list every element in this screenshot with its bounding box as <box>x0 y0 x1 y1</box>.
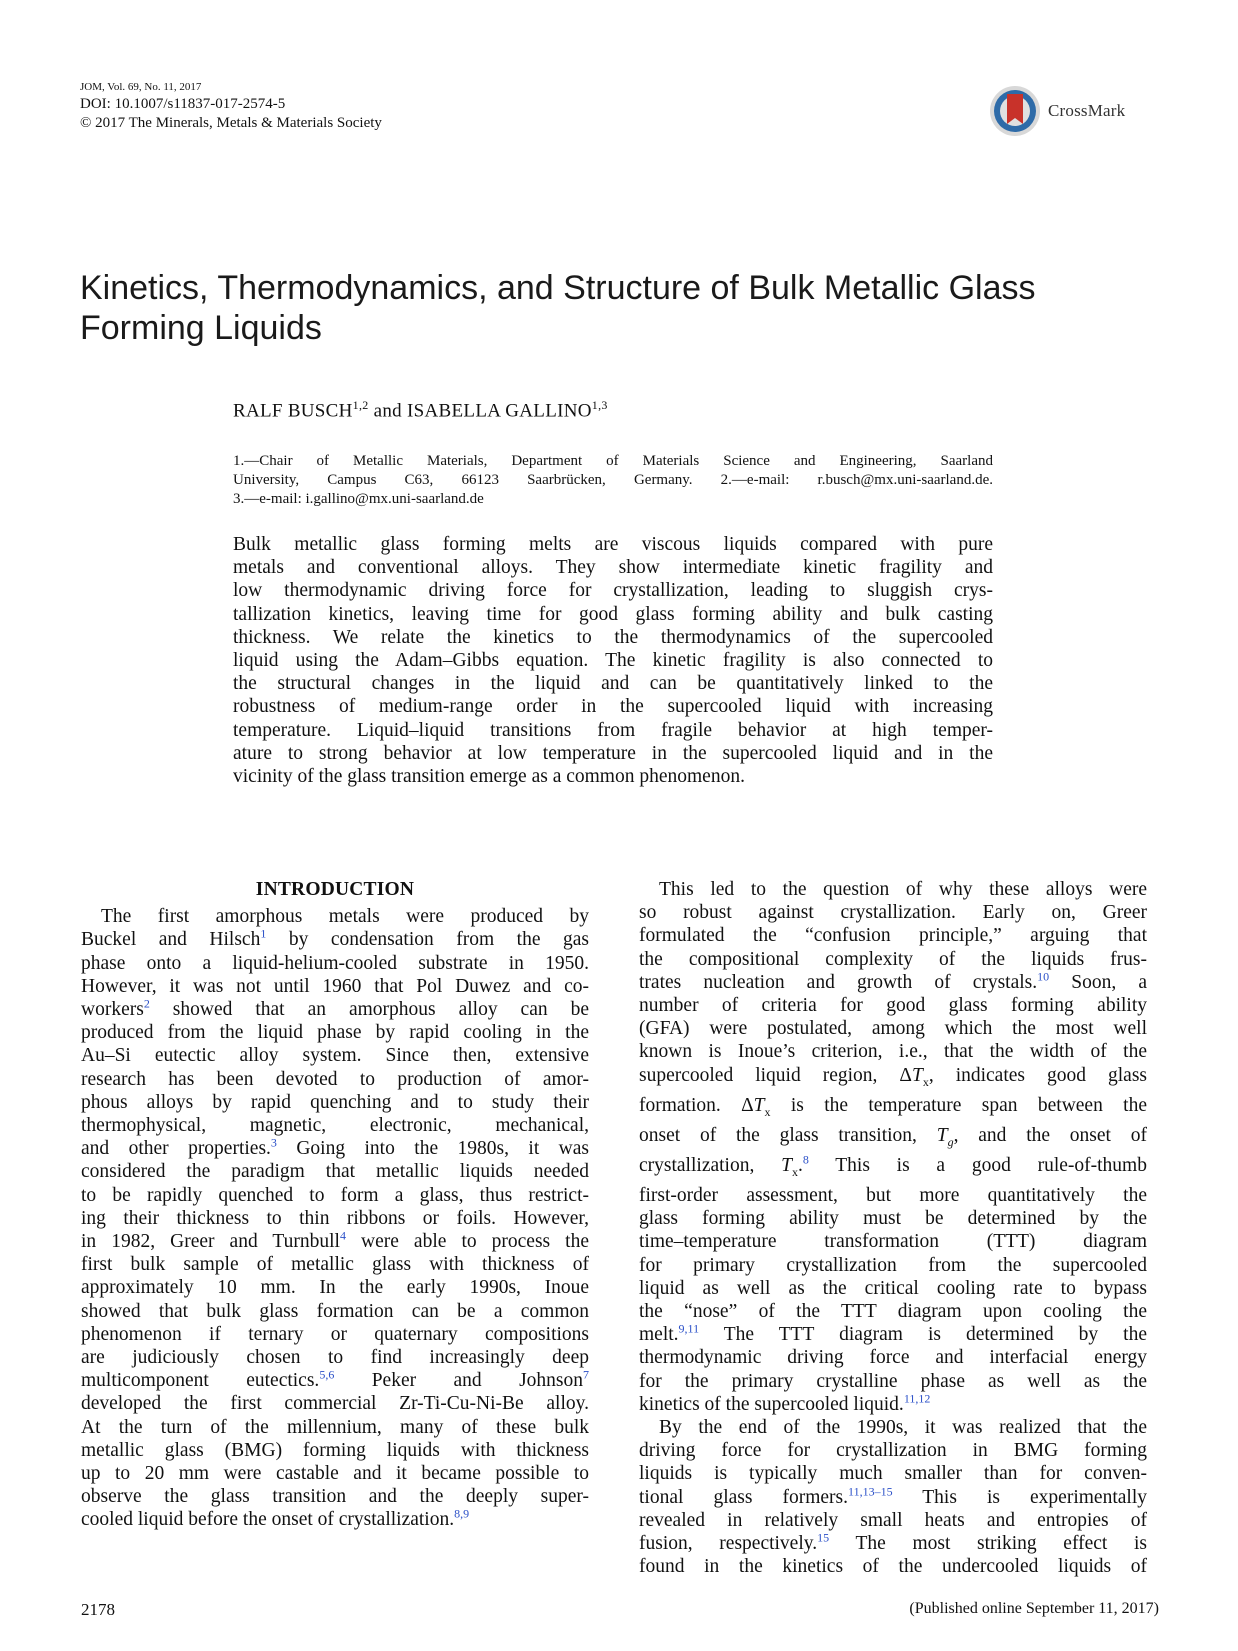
reference-link[interactable]: 15 <box>817 1530 830 1545</box>
text-line: revealed in relatively small heats and entropies of <box>639 1509 1147 1531</box>
text-line: thermodynamic driving force and interfacial energy <box>639 1347 1147 1369</box>
page-number: 2178 <box>81 1600 115 1619</box>
abstract <box>233 533 993 788</box>
reference-link[interactable]: 7 <box>583 1367 590 1382</box>
text-line: kinetics of the supercooled liquid.$^{11,12}$ <box>639 1391 931 1415</box>
text-line: so robust against crystallization. Early on, Greer <box>639 902 1147 924</box>
text-line: formation. $\Delta T_x$ is the temperature span between the <box>639 1094 1147 1119</box>
crossmark-icon <box>988 84 1042 138</box>
abstract-line: the structural changes in the liquid and can be quantitatively linked to the <box>233 673 993 695</box>
text-line: showed that bulk glass formation can be a common <box>81 1300 589 1322</box>
text-line: fusion, respectively.$^{15}$ The most striking effect is <box>639 1530 1147 1555</box>
text-line: workers$^2$ showed that an amorphous alloy can be <box>81 996 589 1021</box>
text-line: cooled liquid before the onset of crystallization.$^{8,9}$ <box>81 1506 470 1531</box>
text-line: are judiciously chosen to find increasingly deep <box>81 1347 589 1369</box>
text-line: This led to the question of why these alloys were <box>659 879 1147 900</box>
affil-line: 1.—Chair of Metallic Materials, Department of Materials Science and Engineering, Saarland <box>233 453 993 469</box>
title-line-1: Kinetics, Thermodynamics, and Structure of Bulk Metallic Glass <box>80 269 1036 307</box>
text-line: liquid as well as the critical cooling rate to bypass <box>639 1277 1147 1299</box>
text-line: (GFA) were postulated, among which the most well <box>639 1018 1147 1040</box>
text-line: The first amorphous metals were produced by <box>101 906 589 928</box>
text-line: and other properties.$^3$ Going into the 1980s, it was <box>81 1135 589 1160</box>
text-line: formulated the “confusion principle,” arguing that <box>639 925 1147 947</box>
journal-copyright: © 2017 The Minerals, Metals & Materials Society <box>80 115 382 131</box>
text-line: produced from the liquid phase by rapid cooling in the <box>81 1022 589 1044</box>
text-line: metallic glass (BMG) forming liquids with thickness <box>81 1439 589 1461</box>
reference-link[interactable]: 3 <box>270 1135 277 1150</box>
text-line: melt.$^{9,11}$ The TTT diagram is determined by the <box>639 1321 1147 1346</box>
text-line: thermophysical, magnetic, electronic, mechanical, <box>81 1115 589 1137</box>
text-line: number of criteria for good glass forming ability <box>639 995 1147 1017</box>
text-line: Buckel and Hilsch$^1$ by condensation from the gas <box>81 926 589 951</box>
section-heading-introduction: INTRODUCTION <box>255 879 415 900</box>
reference-link[interactable]: 5,6 <box>319 1367 335 1382</box>
author-1: RALF BUSCH <box>233 400 353 422</box>
text-line: multicomponent eutectics.$^{5,6}$ Peker and Johnson$^7$ <box>81 1367 590 1392</box>
text-line: driving force for crystallization in BMG forming <box>639 1440 1147 1462</box>
text-line: ing their thickness to thin ribbons or foils. However, <box>81 1207 589 1229</box>
affil-line: University, Campus C63, 66123 Saarbrücken, Germany. 2.—e-mail: r.busch@mx.uni-saarland.de. <box>233 472 993 488</box>
text-line: in 1982, Greer and Turnbull$^4$ were able to process the <box>81 1228 589 1253</box>
text-line: for the primary crystalline phase as well as the <box>639 1370 1147 1392</box>
text-line: up to 20 mm were castable and it became possible to <box>81 1463 589 1485</box>
text-line: the “nose” of the TTT diagram upon cooling the <box>639 1301 1147 1323</box>
text-line: approximately 10 mm. In the early 1990s, Inoue <box>81 1277 589 1299</box>
affiliations <box>233 452 993 509</box>
text-line: first bulk sample of metallic glass with thickness of <box>81 1254 589 1276</box>
text-line: found in the kinetics of the undercooled liquids of <box>639 1556 1147 1578</box>
text-line: phenomenon if ternary or quaternary compositions <box>81 1323 589 1345</box>
reference-link[interactable]: 11,12 <box>903 1391 931 1406</box>
abstract-line: temperature. Liquid–liquid transitions from fragile behavior at high temper- <box>233 719 993 741</box>
authors <box>233 398 608 422</box>
body-column-left <box>81 878 589 1532</box>
reference-link[interactable]: 2 <box>143 996 150 1011</box>
text-line: Au–Si eutectic alloy system. Since then, extensive <box>81 1045 589 1067</box>
abstract-line: robustness of medium-range order in the supercooled liquid with increasing <box>233 696 993 718</box>
author-1-affil: 1,2 <box>352 398 369 412</box>
reference-link[interactable]: 8,9 <box>454 1506 470 1521</box>
text-line: crystallization, $T_x.^8$ This is a good rule-of-thumb <box>639 1152 1147 1179</box>
journal-doi: DOI: 10.1007/s11837-017-2574-5 <box>80 96 286 112</box>
text-line: glass forming ability must be determined by the <box>639 1208 1147 1230</box>
text-line: onset of the glass transition, $T_g$, and the onset of <box>639 1124 1147 1149</box>
reference-link[interactable]: 8 <box>802 1152 809 1167</box>
text-line: By the end of the 1990s, it was realized that the <box>659 1417 1147 1439</box>
abstract-line: low thermodynamic driving force for crystallization, leading to sluggish crys- <box>233 580 993 602</box>
text-line: considered the paradigm that metallic liquids needed <box>81 1161 589 1183</box>
abstract-line: vicinity of the glass transition emerge as a common phenomenon. <box>233 766 745 788</box>
affil-line: 3.—e-mail: i.gallino@mx.uni-saarland.de <box>233 491 484 507</box>
text-line: supercooled liquid region, $\Delta T_x$, indicates good glass <box>639 1064 1147 1089</box>
journal-info <box>80 80 382 133</box>
reference-link[interactable]: 10 <box>1037 969 1050 984</box>
author-2: ISABELLA GALLINO <box>407 400 592 422</box>
authors-and: and <box>368 400 408 422</box>
text-line: observe the glass transition and the deeply super- <box>81 1486 589 1508</box>
abstract-line: ature to strong behavior at low temperature in the supercooled liquid and in the <box>233 742 993 764</box>
text-line: trates nucleation and growth of crystals.$^{10}$ Soon, a <box>639 969 1148 993</box>
author-2-affil: 1,3 <box>591 398 608 412</box>
body-column-right <box>639 878 1147 1578</box>
crossmark-label: CrossMark <box>1048 101 1126 120</box>
text-line: first-order assessment, but more quantitatively the <box>639 1185 1147 1206</box>
text-line: liquids is typically much smaller than for conven- <box>639 1463 1147 1485</box>
text-line: phous alloys by rapid quenching and to study their <box>81 1091 589 1113</box>
text-line: However, it was not until 1960 that Pol Duwez and co- <box>81 975 589 997</box>
text-line: to be rapidly quenched to form a glass, thus restrict- <box>81 1184 589 1206</box>
text-line: phase onto a liquid-helium-cooled substrate in 1950. <box>81 952 589 974</box>
published-date: (Published online September 11, 2017) <box>909 1600 1159 1617</box>
reference-link[interactable]: 11,13–15 <box>848 1484 893 1499</box>
reference-link[interactable]: 4 <box>339 1228 346 1243</box>
text-line: for primary crystallization from the supercooled <box>639 1254 1147 1276</box>
abstract-line: tallization kinetics, leaving time for good glass forming ability and bulk casting <box>233 603 993 625</box>
title-line-2: Forming Liquids <box>80 309 322 347</box>
abstract-line: metals and conventional alloys. They show intermediate kinetic fragility and <box>233 557 993 579</box>
paper-title <box>80 268 1160 348</box>
text-line: tional glass formers.$^{11,13-15}$ This is experimentally <box>639 1484 1147 1508</box>
crossmark-badge[interactable] <box>988 84 1125 138</box>
abstract-line: liquid using the Adam–Gibbs equation. The kinetic fragility is also connected to <box>233 650 993 672</box>
abstract-line: thickness. We relate the kinetics to the thermodynamics of the supercooled <box>233 626 993 648</box>
abstract-line: Bulk metallic glass forming melts are viscous liquids compared with pure <box>233 534 993 555</box>
text-line: research has been devoted to production of amor- <box>81 1068 589 1090</box>
text-line: the compositional complexity of the liquids frus- <box>639 948 1147 970</box>
text-line: At the turn of the millennium, many of these bulk <box>81 1416 589 1438</box>
reference-link[interactable]: 9,11 <box>678 1321 700 1336</box>
journal-citation: JOM, Vol. 69, No. 11, 2017 <box>80 81 202 93</box>
text-line: developed the first commercial Zr-Ti-Cu-Ni-Be alloy. <box>81 1393 589 1415</box>
text-line: time–temperature transformation (TTT) diagram <box>639 1231 1147 1253</box>
text-line: known is Inoue’s criterion, i.e., that the width of the <box>639 1041 1147 1063</box>
reference-link[interactable]: 1 <box>260 926 267 941</box>
